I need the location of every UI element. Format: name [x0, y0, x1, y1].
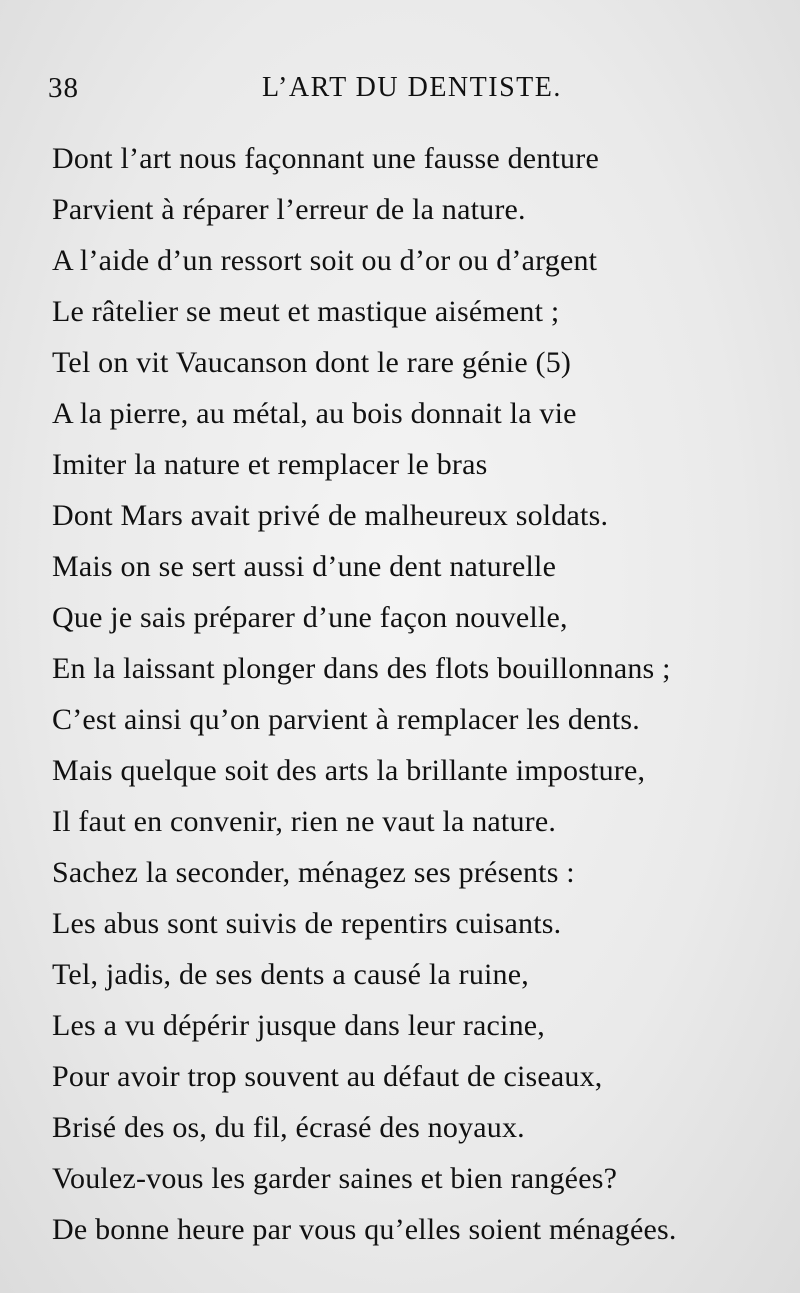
verse-line: Les a vu dépérir jusque dans leur racine, — [52, 1009, 546, 1042]
verse-line: Mais on se sert aussi d’une dent naturelle — [52, 550, 557, 583]
verse-line: A l’aide d’un ressort soit ou d’or ou d’argent — [52, 244, 598, 277]
verse-line: Parvient à réparer l’erreur de la nature. — [52, 193, 526, 226]
verse-line: Mais quelque soit des arts la brillante imposture, — [52, 754, 646, 787]
verse-line: Que je sais préparer d’une façon nouvelle, — [52, 601, 568, 634]
verse-line: Dont l’art nous façonnant une fausse denture — [52, 142, 599, 175]
verse-line: Le râtelier se meut et mastique aisément ; — [52, 295, 560, 328]
verse-line: Brisé des os, du fil, écrasé des noyaux. — [52, 1111, 525, 1144]
verse-line: Imiter la nature et remplacer le bras — [52, 448, 488, 481]
verse-line: Pour avoir trop souvent au défaut de ciseaux, — [52, 1060, 603, 1093]
poem-verses — [52, 133, 762, 1255]
verse-line: Dont Mars avait privé de malheureux soldats. — [52, 499, 609, 532]
verse-line: C’est ainsi qu’on parvient à remplacer les dents. — [52, 703, 640, 736]
verse-line: Sachez la seconder, ménagez ses présents : — [52, 856, 575, 889]
verse-line: Il faut en convenir, rien ne vaut la nature. — [52, 805, 557, 838]
verse-line: Tel on vit Vaucanson dont le rare génie (5) — [52, 346, 572, 379]
running-title: L’ART DU DENTISTE. — [262, 72, 562, 103]
verse-line: En la laissant plonger dans des flots bouillonnans ; — [52, 652, 671, 685]
verse-line: Les abus sont suivis de repentirs cuisants. — [52, 907, 562, 940]
page-header — [40, 72, 760, 112]
verse-line: Tel, jadis, de ses dents a causé la ruine, — [52, 958, 529, 991]
verse-line: A la pierre, au métal, au bois donnait la vie — [52, 397, 577, 430]
page-number: 38 — [48, 72, 79, 104]
verse-line: Voulez-vous les garder saines et bien rangées? — [52, 1162, 618, 1195]
verse-line: De bonne heure par vous qu’elles soient ménagées. — [52, 1213, 677, 1246]
